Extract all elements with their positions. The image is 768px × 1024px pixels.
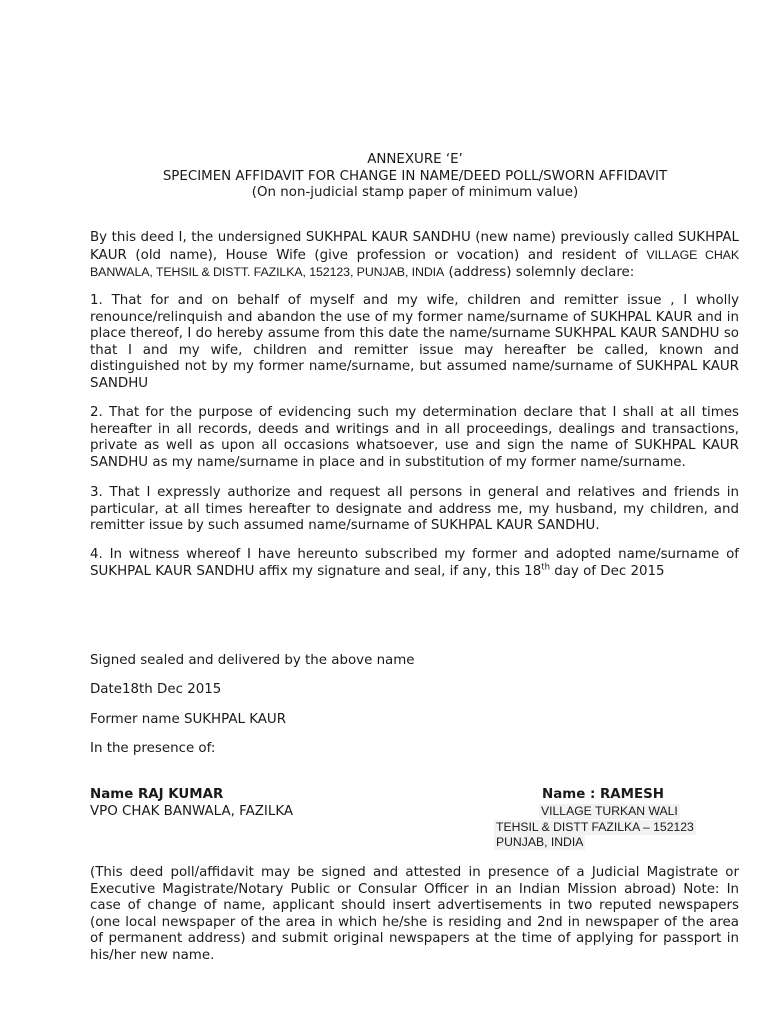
presence-line: In the presence of: (90, 741, 216, 756)
intro-ending: (address) solemnly declare: (444, 265, 635, 281)
clause-4-end: day of Dec 2015 (549, 563, 665, 579)
document-title: SPECIMEN AFFIDAVIT FOR CHANGE IN NAME/DEED POLL/SWORN AFFIDAVIT (162, 169, 668, 184)
clause-3: 3. That I expressly authorize and request all persons in general and relatives and friends in particular, at all times hereafter to designate and address me, my husband, my children, and remitter issue by such assumed name/surname of SUKHPAL KAUR SANDHU. (90, 485, 739, 534)
intro-text: By this deed I, the undersigned SUKHPAL KAUR SANDHU (new name) previously called SUKHPAL KAUR (old name), House Wife (give profession or vocation) and resident of (90, 230, 739, 263)
witness-1-address: VPO CHAK BANWALA, FAZILKA (90, 804, 294, 819)
clause-4-superscript: th (541, 562, 550, 573)
clause-4 (90, 547, 739, 580)
signed-line: Signed sealed and delivered by the above name (90, 653, 415, 668)
document-subtitle: (On non-judicial stamp paper of minimum value) (251, 185, 579, 200)
annexure-heading: ANNEXURE ‘E’ (367, 152, 463, 167)
clause-4-text: 4. In witness whereof I have hereunto subscribed my former and adopted name/surname of SUKHPAL KAUR SANDHU affix my signature and seal, if any, this 18 (90, 547, 739, 579)
witness-2-name: Name : RAMESH (542, 787, 664, 802)
clause-1: 1. That for and on behalf of myself and my wife, children and remitter issue , I wholly renounce/relinquish and abandon the use of my former name/surname of SUKHPAL KAUR and in place thereof, I do hereby assume from this date the name/surname SUKHPAL KAUR SANDHU so that I and my wife, children and remitter issue may hereafter be called, known and distinguished not by my former name/surname, but assumed name/surname of SUKHPAL KAUR SANDHU (90, 293, 739, 391)
witness-2-address-line-3: PUNJAB, INDIA (496, 835, 584, 849)
intro-paragraph (90, 230, 739, 282)
witness-2-address-line-2: TEHSIL & DISTT FAZILKA – 152123 (496, 820, 694, 834)
note-paragraph: (This deed poll/affidavit may be signed and attested in presence of a Judicial Magistrate or Executive Magistrate/Notary Public or Consular Officer in an Indian Mission abroad) Note: In case of change of name, applicant should insert advertisements in two reputed newspapers (one local newspaper of the area in which he/she is residing and 2nd in newspaper of the area of permanent address) and submit original newspapers at the time of applying for passport in his/her new name. (90, 865, 739, 963)
clause-2: 2. That for the purpose of evidencing such my determination declare that I shall at all times hereafter in all records, deeds and writings and in all proceedings, dealings and transactions, private as well as upon all occasions whatsoever, use and sign the name of SUKHPAL KAUR SANDHU as my name/surname in place and in substitution of my former name/surname. (90, 405, 739, 470)
former-name-line: Former name SUKHPAL KAUR (90, 712, 287, 727)
witness-2-address-line-1: VILLAGE TURKAN WALI (541, 804, 678, 818)
date-line: Date18th Dec 2015 (90, 682, 222, 697)
intro-address: VILLAGE CHAK BANWALA, TEHSIL & DISTT. FAZILKA, 152123, PUNJAB, INDIA (90, 247, 739, 280)
witness-1-name: Name RAJ KUMAR (90, 787, 224, 802)
